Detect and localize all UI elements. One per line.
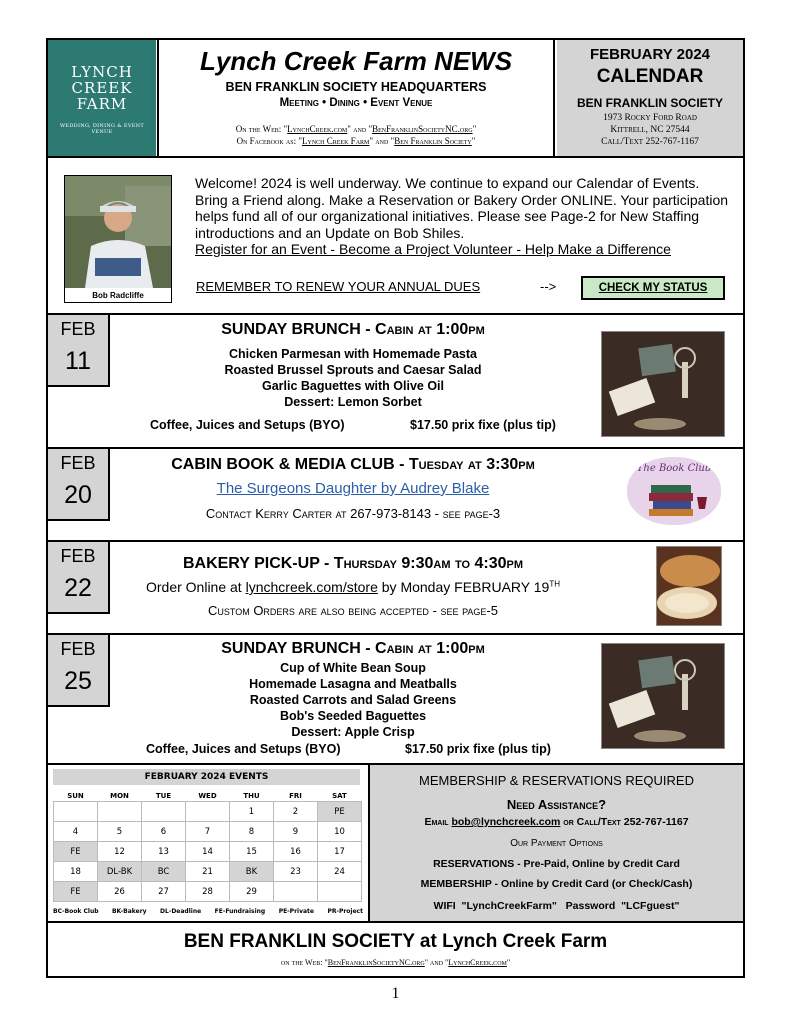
event-title: SUNDAY BRUNCH - Cabin at 1:00pm <box>221 640 485 657</box>
calendar-day <box>186 802 230 822</box>
legend-item: BK-Bakery <box>111 908 147 915</box>
calendar-day: 5 <box>98 822 142 842</box>
event-month: FEB <box>60 546 96 566</box>
menu-item: Bob's Seeded Baguettes <box>279 709 427 723</box>
address-line: 1973 Rocky Ford Road <box>603 113 697 123</box>
calendar-day: 27 <box>142 882 186 902</box>
brunch-table-photo <box>601 643 725 749</box>
calendar-day: 15 <box>230 842 274 862</box>
event-date <box>48 635 110 707</box>
venue-line: Meeting • Dining • Event Venue <box>279 97 433 109</box>
event-month: FEB <box>60 639 96 659</box>
page-number: 1 <box>391 985 400 1002</box>
book-club-logo <box>627 457 721 525</box>
volunteer-link[interactable]: Register for an Event - Become a Project Volunteer - Help Make a Difference <box>195 241 671 257</box>
event-day: 11 <box>65 347 91 375</box>
event-date <box>48 315 110 387</box>
facebook-link[interactable]: Lynch Creek Farm <box>302 136 370 146</box>
weekday-header: SAT <box>332 791 347 800</box>
bread-image <box>657 547 722 626</box>
menu-item: Chicken Parmesan with Homemade Pasta <box>228 347 477 361</box>
menu-item: Dessert: Apple Crisp <box>291 725 415 739</box>
calendar-day: 24 <box>318 862 362 882</box>
divider <box>46 540 745 542</box>
calendar-day: 7 <box>186 822 230 842</box>
calendar-day: 23 <box>274 862 318 882</box>
calendar-day: 21 <box>186 862 230 882</box>
brunch-image <box>602 644 725 749</box>
web-line: On the Web: "LynchCreek.com" and "BenFranklinSocietyNC.org" <box>235 124 477 134</box>
legend-item: FE-Fundraising <box>214 908 266 915</box>
calendar-day <box>54 802 98 822</box>
payment-options-heading: Our Payment Options <box>510 838 603 849</box>
calendar-day: 16 <box>274 842 318 862</box>
email-link[interactable]: bob@lynchcreek.com <box>451 816 561 828</box>
menu-item: Roasted Brussel Sprouts and Caesar Salad <box>224 363 482 377</box>
facebook-link[interactable]: Ben Franklin Society <box>394 136 472 146</box>
weekday-header: FRI <box>289 791 302 800</box>
welcome-text <box>195 175 735 258</box>
calendar-day: 12 <box>98 842 142 862</box>
custom-orders-line: Custom Orders are also being accepted - see page-5 <box>207 603 498 618</box>
legend-item: PE-Private <box>278 908 314 915</box>
website-link[interactable]: BenFranklinSocietyNC.org <box>372 124 473 134</box>
event-day: 25 <box>64 667 92 695</box>
brunch-table-photo <box>601 331 725 437</box>
website-link[interactable]: LynchCreek.com <box>448 958 507 967</box>
calendar-day: 4 <box>54 822 98 842</box>
event-day: 20 <box>64 481 92 509</box>
calendar-day <box>142 802 186 822</box>
calendar-day: 2 <box>274 802 318 822</box>
drinks-note: Coffee, Juices and Setups (BYO) <box>150 418 345 432</box>
calendar-day: 1 <box>230 802 274 822</box>
membership-panel <box>368 765 743 921</box>
weekday-header: MON <box>110 791 129 800</box>
event-title: BAKERY PICK-UP - Thursday 9:30am to 4:30pm <box>182 555 524 572</box>
calendar-day: 13 <box>142 842 186 862</box>
book-title-link[interactable]: The Surgeons Daughter by Audrey Blake <box>216 480 490 497</box>
event-menu <box>110 346 596 410</box>
website-link[interactable]: BenFranklinSocietyNC.org <box>327 958 425 967</box>
weekday-header: SUN <box>67 791 84 800</box>
divider <box>46 447 745 449</box>
event-day: 22 <box>64 574 92 602</box>
logo-line: CREEK <box>71 79 133 97</box>
photo-caption: Bob Radcliffe <box>92 291 144 300</box>
calendar-day <box>98 802 142 822</box>
calendar-day-event: DL-BK <box>98 862 142 882</box>
divider <box>46 633 745 635</box>
portrait-photo <box>64 175 172 303</box>
bread-photo <box>656 546 722 626</box>
store-link[interactable]: lynchcreek.com/store <box>245 579 378 595</box>
calendar-day: 9 <box>274 822 318 842</box>
calendar-day: 26 <box>98 882 142 902</box>
calendar-day-event: BC <box>142 862 186 882</box>
logo-line: FARM <box>76 95 128 113</box>
calendar-day: 8 <box>230 822 274 842</box>
event-month: FEB <box>60 319 96 339</box>
logo <box>48 40 156 156</box>
footer-web-line: on the Web: "BenFranklinSocietyNC.org" and "LynchCreek.com" <box>280 958 511 967</box>
newsletter-title: Lynch Creek Farm NEWS <box>199 46 513 76</box>
welcome-paragraph: Welcome! 2024 is well underway. We continue to expand our Calendar of Events. Bring a Friend along. Make a Reservation or Bakery Order ONLINE. Your participation helps fund all of our organizational initiatives. Please see Page-2 for New Staffing introductions and an Update on Bob Shiles. <box>195 175 729 241</box>
weekday-header: TUE <box>155 791 172 800</box>
calendar-day <box>274 882 318 902</box>
logo-tagline: WEDDING, DINING & EVENT VENUE <box>59 123 144 135</box>
address-line: Kittrell, NC 27544 <box>610 125 690 135</box>
calendar-legend <box>53 908 363 915</box>
renew-dues-notice: REMEMBER TO RENEW YOUR ANNUAL DUES <box>196 279 481 294</box>
price: $17.50 prix fixe (plus tip) <box>410 418 556 432</box>
calendar-day: 14 <box>186 842 230 862</box>
menu-item: Cup of White Bean Soup <box>280 661 426 675</box>
subtitle: BEN FRANKLIN SOCIETY HEADQUARTERS <box>225 80 487 94</box>
weekday-header: THU <box>243 791 260 800</box>
menu-item: Garlic Baguettes with Olive Oil <box>262 379 444 393</box>
website-link[interactable]: LynchCreek.com <box>287 124 348 134</box>
calendar-day: 18 <box>54 862 98 882</box>
check-status-button[interactable]: CHECK MY STATUS <box>581 276 725 300</box>
calendar-day: 28 <box>186 882 230 902</box>
footer <box>48 923 743 976</box>
event-date <box>48 542 110 614</box>
calendar-grid <box>53 790 362 902</box>
price: $17.50 prix fixe (plus tip) <box>405 742 551 756</box>
divider <box>46 313 745 315</box>
contact-line: Contact Kerry Carter at 267-973-8143 - see page-3 <box>205 506 501 521</box>
calendar-month: FEBRUARY 2024 <box>589 46 711 63</box>
legend-item: BC-Book Club <box>53 908 99 915</box>
calendar-label: CALENDAR <box>596 66 704 87</box>
membership-payment: MEMBERSHIP - Online by Credit Card (or Check/Cash) <box>420 878 693 890</box>
wifi-info: WIFI "LynchCreekFarm" Password "LCFguest" <box>433 900 680 912</box>
contact-email-line: Email bob@lynchcreek.com or Call/Text 252-767-1167 <box>424 816 689 828</box>
legend-item: DL-Deadline <box>160 908 202 915</box>
order-line: Order Online at lynchcreek.com/store by Monday FEBRUARY 19TH <box>145 579 560 595</box>
masthead <box>157 40 555 156</box>
menu-item: Roasted Carrots and Salad Greens <box>249 693 457 707</box>
calendar-day: 6 <box>142 822 186 842</box>
brunch-image <box>602 332 725 437</box>
calendar-day: 29 <box>230 882 274 902</box>
event-title: SUNDAY BRUNCH - Cabin at 1:00pm <box>221 321 485 338</box>
facebook-line: On Facebook as: "Lynch Creek Farm" and "Ben Franklin Society" <box>236 136 476 146</box>
menu-item: Homemade Lasagna and Meatballs <box>249 677 457 691</box>
need-assistance: Need Assistance? <box>506 797 607 812</box>
book-club-logo-text: The Book Club <box>636 463 712 474</box>
org-name: BEN FRANKLIN SOCIETY <box>576 96 723 110</box>
arrow-icon: --> <box>540 279 557 294</box>
membership-heading: MEMBERSHIP & RESERVATIONS REQUIRED <box>419 773 694 788</box>
phone-line: Call/Text 252-767-1167 <box>601 137 699 147</box>
legend-item: PR-Project <box>327 908 363 915</box>
event-date <box>48 449 110 521</box>
logo-line: LYNCH <box>71 63 133 81</box>
weekday-header: WED <box>198 791 217 800</box>
calendar-day <box>318 882 362 902</box>
event-title: CABIN BOOK & MEDIA CLUB - Tuesday at 3:30pm <box>171 456 535 473</box>
reservations-payment: RESERVATIONS - Pre-Paid, Online by Credit Card <box>433 858 680 870</box>
calendar-day-event: FE <box>54 882 98 902</box>
calendar-day-event: FE <box>54 842 98 862</box>
calendar-title: FEBRUARY 2024 EVENTS <box>53 769 360 785</box>
calendar-header <box>557 40 743 156</box>
divider <box>46 156 745 158</box>
footer-title: BEN FRANKLIN SOCIETY at Lynch Creek Farm <box>183 931 608 952</box>
menu-item: Dessert: Lemon Sorbet <box>284 395 422 409</box>
drinks-note: Coffee, Juices and Setups (BYO) <box>146 742 341 756</box>
calendar-day-event: PE <box>318 802 362 822</box>
event-menu <box>110 660 596 740</box>
event-month: FEB <box>60 453 96 473</box>
portrait-image <box>65 176 171 288</box>
calendar-day-event: BK <box>230 862 274 882</box>
calendar-day: 10 <box>318 822 362 842</box>
calendar-day: 17 <box>318 842 362 862</box>
